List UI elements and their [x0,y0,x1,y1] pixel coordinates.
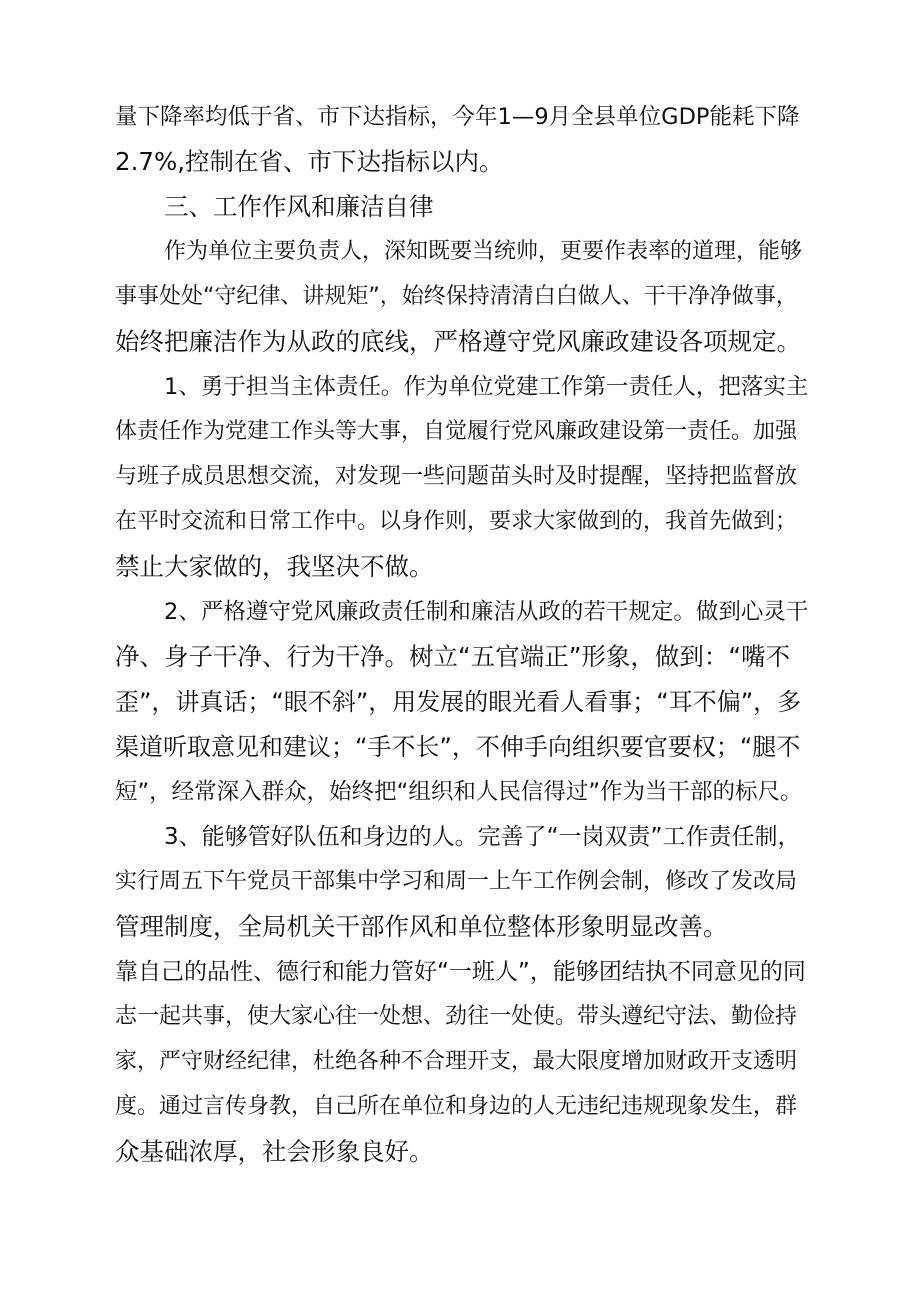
text-line-10: 在平时交流和日常工作中。以身作则，要求大家做到的，我首先做到； [115,509,798,534]
text-line-20: 靠自己的品性、德行和能力管好“一班人”，能够团结执不同意见的同 [115,959,806,985]
text-line-21: 志一起共事，使大家心往一处想、劲往一处使。带头遵纪守法、勤俭持 [115,1004,798,1029]
text-line-15: 渠道听取意见和建议；“手不长”，不伸手向组织要官要权；“腿不 [115,733,801,761]
text-line-19: 管理制度，全局机关干部作风和单位整体形象明显改善。 [115,912,728,941]
section-heading: 三、工作作风和廉洁自律 [164,192,434,221]
text-line-17: 3、能够管好队伍和身边的人。完善了“一岗双责”工作责任制， [164,824,801,850]
text-line-6: 始终把廉洁作为从政的底线，严格遵守党风廉政建设各项规定。 [115,327,801,356]
text-line-5: 事事处处“守纪律、讲规矩”，始终保持清清白白做人、干干净净做事， [115,284,798,309]
text-line-11: 禁止大家做的，我坚决不做。 [115,552,434,581]
text-line-16: 短”，经常深入群众，始终把“组织和人民信得过”作为当干部的标尺。 [115,779,803,805]
text-line-13: 净、身子干净、行为干净。树立“五官端正”形象，做到：“嘴不 [115,642,791,671]
text-line-4: 作为单位主要负责人，深知既要当统帅，更要作表率的道理，能够 [164,239,803,264]
text-line-8: 体责任作为党建工作头等大事，自觉履行党风廉政建设第一责任。加强 [115,419,798,444]
text-line-14: 歪”，讲真话；“眼不斜”，用发展的眼光看人看事；“耳不偏”，多 [115,688,802,716]
text-line-23: 度。通过言传身教，自己所在单位和身边的人无违纪违规现象发生，群 [115,1094,798,1119]
text-line-1: 量下降率均低于省、市下达指标，今年1—9月全县单位GDP能耗下降 [115,104,800,130]
text-line-18: 实行周五下午党员干部集中学习和周一上午工作例会制，修改了发改局 [115,869,798,894]
text-line-2: 2.7%,控制在省、市下达指标以内。 [115,147,504,176]
text-line-22: 家，严守财经纪律，杜绝各种不合理开支，最大限度增加财政开支透明 [115,1049,798,1074]
text-line-12: 2、严格遵守党风廉政责任制和廉洁从政的若干规定。做到心灵干 [164,599,809,625]
text-line-9: 与班子成员思想交流，对发现一些问题苗头时及时提醒，坚持把监督放 [115,464,798,489]
text-line-24: 众基础浓厚，社会形象良好。 [115,1137,434,1166]
text-line-7: 1、勇于担当主体责任。作为单位党建工作第一责任人，把落实主 [164,374,809,400]
